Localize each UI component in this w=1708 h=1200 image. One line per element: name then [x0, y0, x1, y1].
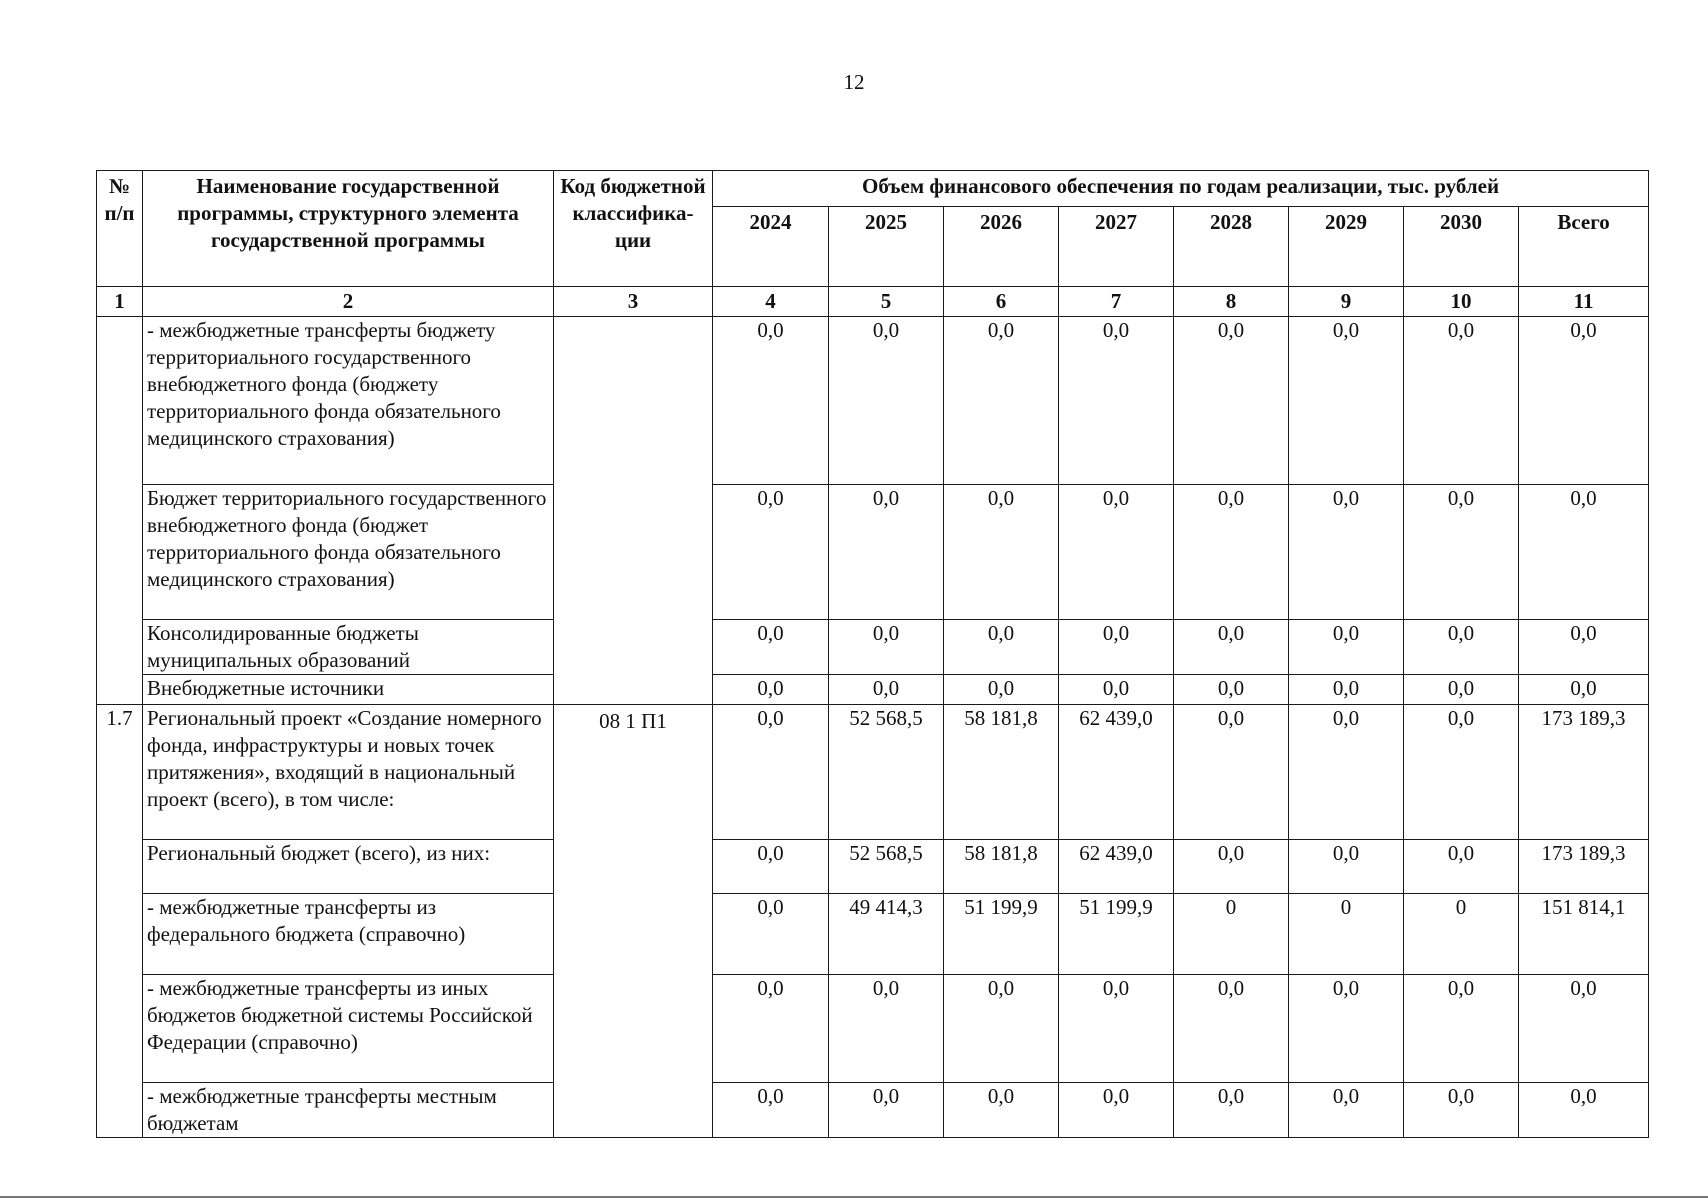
value-cell: 58 181,8 — [944, 705, 1059, 840]
total-cell: 173 189,3 — [1519, 705, 1649, 840]
value-cell: 0,0 — [1174, 840, 1289, 894]
row-number — [97, 317, 143, 705]
table-row — [97, 840, 1649, 894]
value-cell: 0,0 — [1174, 317, 1289, 485]
value-cell: 0,0 — [1059, 485, 1174, 620]
value-cell: 0,0 — [829, 485, 944, 620]
value-cell: 0,0 — [829, 1083, 944, 1138]
value-cell: 0,0 — [713, 620, 829, 675]
column-index: 2 — [143, 287, 554, 317]
value-cell: 0,0 — [944, 975, 1059, 1083]
value-cell: 0,0 — [1289, 705, 1404, 840]
value-cell: 0,0 — [1059, 1083, 1174, 1138]
header-year: 2025 — [829, 207, 944, 287]
value-cell: 0,0 — [1404, 840, 1519, 894]
value-cell: 0,0 — [713, 1083, 829, 1138]
total-cell: 0,0 — [1519, 975, 1649, 1083]
value-cell: 0,0 — [829, 975, 944, 1083]
column-index: 4 — [713, 287, 829, 317]
column-index: 11 — [1519, 287, 1649, 317]
row-name: - межбюджетные трансферты из иных бюджетов бюджетной системы Российской Федерации (справочно) — [143, 975, 554, 1083]
value-cell: 0,0 — [1289, 840, 1404, 894]
value-cell: 0,0 — [1174, 675, 1289, 705]
table-row — [97, 894, 1649, 975]
value-cell: 0,0 — [1059, 675, 1174, 705]
value-cell: 0,0 — [1404, 975, 1519, 1083]
header-total: Всего — [1519, 207, 1649, 287]
value-cell: 0,0 — [944, 317, 1059, 485]
value-cell: 0 — [1404, 894, 1519, 975]
table-row — [97, 975, 1649, 1083]
value-cell: 0,0 — [1404, 675, 1519, 705]
value-cell: 52 568,5 — [829, 705, 944, 840]
table-row — [97, 485, 1649, 620]
value-cell: 0,0 — [1174, 705, 1289, 840]
row-name: - межбюджетные трансферты местным бюджетам — [143, 1083, 554, 1138]
value-cell: 0,0 — [1174, 620, 1289, 675]
financing-table — [96, 170, 1649, 1138]
value-cell: 58 181,8 — [944, 840, 1059, 894]
row-name: Консолидированные бюджеты муниципальных образований — [143, 620, 554, 675]
total-cell: 0,0 — [1519, 675, 1649, 705]
value-cell: 0,0 — [1289, 1083, 1404, 1138]
row-number: 1.7 — [97, 705, 143, 1138]
row-name: Внебюджетные источники — [143, 675, 554, 705]
header-year: 2024 — [713, 207, 829, 287]
table-row — [97, 317, 1649, 485]
header-year: 2029 — [1289, 207, 1404, 287]
header-name: Наименование государственной программы, структурного элемента государственной программы — [143, 171, 554, 287]
value-cell: 0,0 — [713, 317, 829, 485]
column-index: 8 — [1174, 287, 1289, 317]
value-cell: 0,0 — [1059, 317, 1174, 485]
value-cell: 0,0 — [713, 675, 829, 705]
value-cell: 62 439,0 — [1059, 840, 1174, 894]
row-name: - межбюджетные трансферты из федерального бюджета (справочно) — [143, 894, 554, 975]
table-row — [97, 1083, 1649, 1138]
row-name: Региональный проект «Создание номерного фонда, инфраструктуры и новых точек притяжения», входящий в национальный проект (всего), в том числе: — [143, 705, 554, 840]
value-cell: 49 414,3 — [829, 894, 944, 975]
column-index: 10 — [1404, 287, 1519, 317]
table-body — [97, 317, 1649, 1138]
header-volume: Объем финансового обеспечения по годам реализации, тыс. рублей — [713, 171, 1649, 207]
value-cell: 0,0 — [1404, 620, 1519, 675]
value-cell: 0,0 — [829, 675, 944, 705]
bottom-rule — [0, 1196, 1708, 1198]
total-cell: 0,0 — [1519, 317, 1649, 485]
row-code — [554, 317, 713, 705]
value-cell: 0,0 — [1404, 317, 1519, 485]
row-name: Региональный бюджет (всего), из них: — [143, 840, 554, 894]
value-cell: 0,0 — [944, 620, 1059, 675]
value-cell: 0,0 — [1174, 485, 1289, 620]
total-cell: 0,0 — [1519, 620, 1649, 675]
value-cell: 0,0 — [1059, 620, 1174, 675]
value-cell: 0,0 — [713, 894, 829, 975]
value-cell: 0 — [1174, 894, 1289, 975]
value-cell: 51 199,9 — [944, 894, 1059, 975]
table-header — [97, 171, 1649, 317]
value-cell: 0,0 — [713, 975, 829, 1083]
value-cell: 52 568,5 — [829, 840, 944, 894]
header-year: 2026 — [944, 207, 1059, 287]
value-cell: 0,0 — [944, 485, 1059, 620]
value-cell: 0,0 — [1289, 620, 1404, 675]
value-cell: 0,0 — [713, 485, 829, 620]
value-cell: 62 439,0 — [1059, 705, 1174, 840]
header-year: 2030 — [1404, 207, 1519, 287]
value-cell: 0,0 — [1289, 675, 1404, 705]
value-cell: 0,0 — [1289, 317, 1404, 485]
value-cell: 0,0 — [713, 840, 829, 894]
column-index: 1 — [97, 287, 143, 317]
value-cell: 0,0 — [1174, 975, 1289, 1083]
value-cell: 0,0 — [944, 1083, 1059, 1138]
column-index: 9 — [1289, 287, 1404, 317]
value-cell: 0,0 — [713, 705, 829, 840]
value-cell: 0,0 — [944, 675, 1059, 705]
header-number: № п/п — [97, 171, 143, 287]
header-year: 2027 — [1059, 207, 1174, 287]
table-row — [97, 675, 1649, 705]
total-cell: 173 189,3 — [1519, 840, 1649, 894]
header-code: Код бюджетной классифика-ции — [554, 171, 713, 287]
value-cell: 0,0 — [829, 317, 944, 485]
total-cell: 0,0 — [1519, 485, 1649, 620]
value-cell: 51 199,9 — [1059, 894, 1174, 975]
column-index: 5 — [829, 287, 944, 317]
column-index: 3 — [554, 287, 713, 317]
page-number: 12 — [843, 70, 865, 94]
total-cell: 151 814,1 — [1519, 894, 1649, 975]
table-row — [97, 705, 1649, 840]
row-name: Бюджет территориального государственного внебюджетного фонда (бюджет территориального фонда обязательного медицинского страхования) — [143, 485, 554, 620]
column-index: 6 — [944, 287, 1059, 317]
header-year: 2028 — [1174, 207, 1289, 287]
column-index: 7 — [1059, 287, 1174, 317]
table-row — [97, 620, 1649, 675]
value-cell: 0,0 — [1174, 1083, 1289, 1138]
total-cell: 0,0 — [1519, 1083, 1649, 1138]
value-cell: 0 — [1289, 894, 1404, 975]
value-cell: 0,0 — [1289, 975, 1404, 1083]
value-cell: 0,0 — [1404, 1083, 1519, 1138]
value-cell: 0,0 — [829, 620, 944, 675]
value-cell: 0,0 — [1289, 485, 1404, 620]
value-cell: 0,0 — [1404, 705, 1519, 840]
row-name: - межбюджетные трансферты бюджету территориального государственного внебюджетного фонда (бюджету территориального фонда обязательного медицинского страхования) — [143, 317, 554, 485]
row-code: 08 1 П1 — [554, 705, 713, 1138]
value-cell: 0,0 — [1404, 485, 1519, 620]
value-cell: 0,0 — [1059, 975, 1174, 1083]
